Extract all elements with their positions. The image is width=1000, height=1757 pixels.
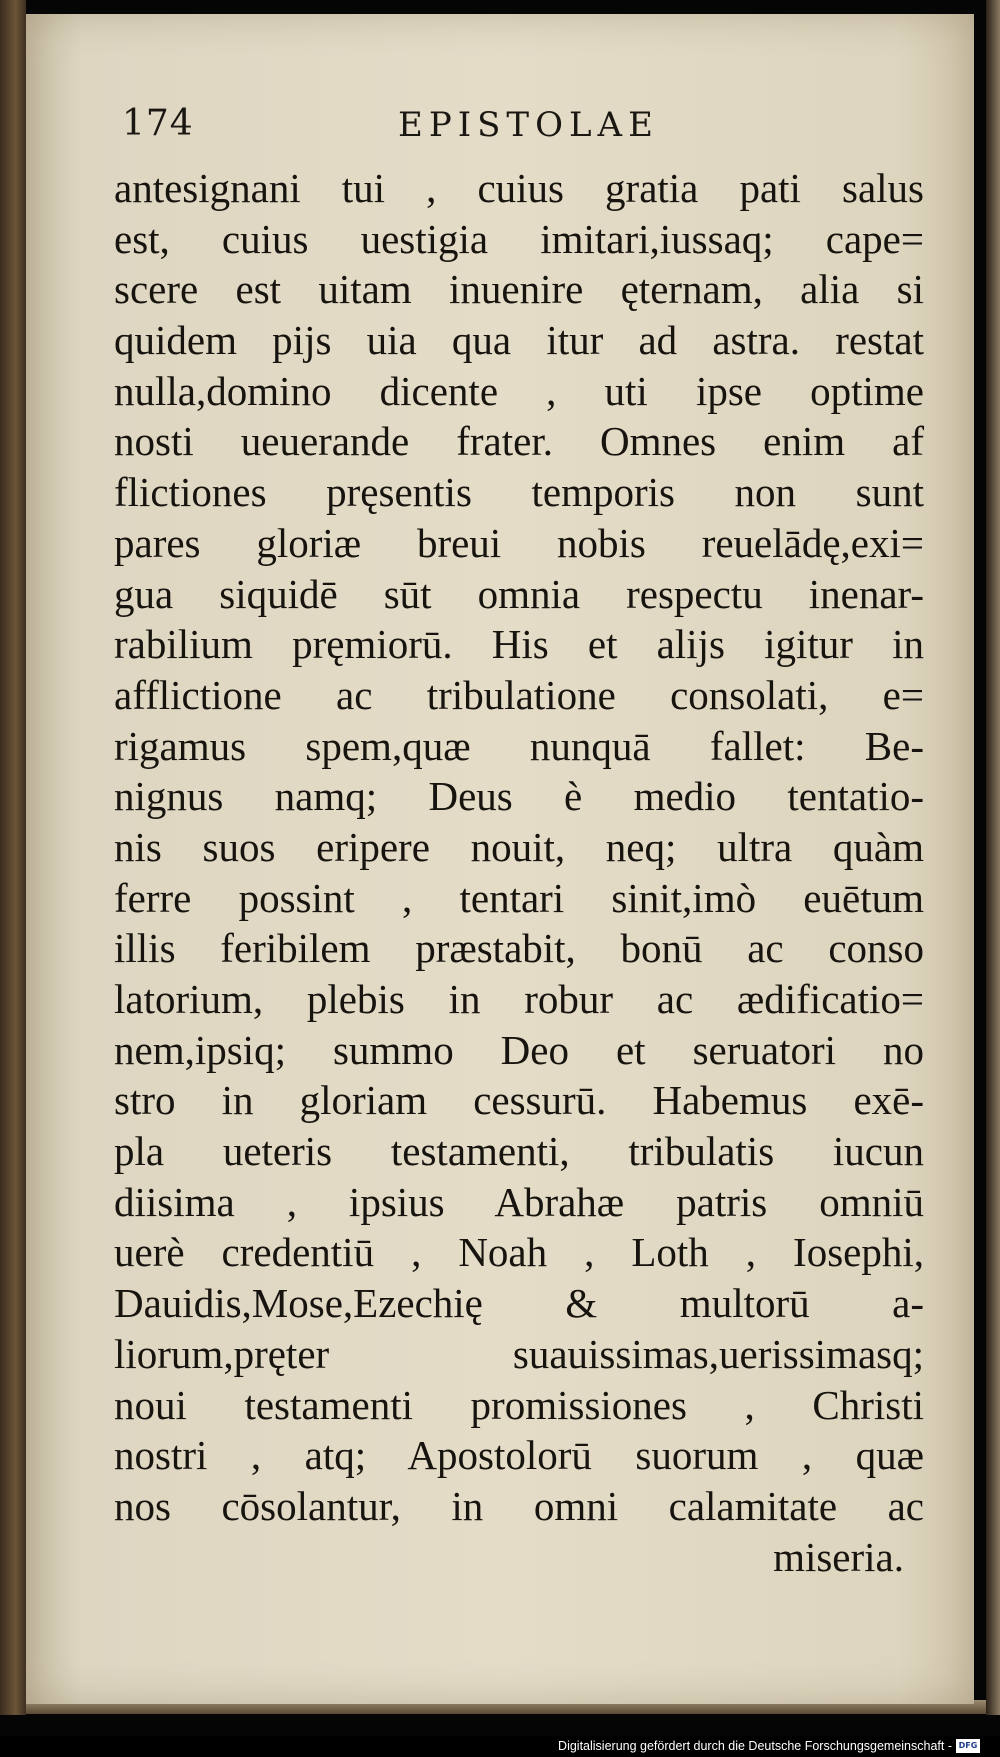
text-line: stro in gloriam cessurū. Habemus exē- <box>114 1077 924 1124</box>
text-line: illis feribilem præstabit, bonū ac conso <box>114 925 924 972</box>
text-line: est, cuius uestigia imitari,iussaq; cape= <box>114 215 924 262</box>
text-line: latorium, plebis in robur ac ædificatio= <box>114 976 924 1022</box>
text-line: noui testamenti promissiones , Christi <box>114 1381 924 1428</box>
page-header <box>122 103 912 163</box>
text-line: uerè credentiū , Noah , Loth , Iosephi, <box>114 1229 924 1276</box>
text-line: scere est uitam inuenire ęternam, alia si <box>114 266 924 313</box>
text-line: afflictione ac tribulatione consolati, e= <box>114 671 924 718</box>
text-line: nulla,domino dicente , uti ipse optime <box>114 367 924 414</box>
running-head: EPISTOLAE <box>398 105 659 145</box>
text-line: nignus namq; Deus è medio tentatio- <box>114 773 924 820</box>
text-line: rigamus spem,quæ nunquā fallet: Be- <box>114 722 924 769</box>
text-line: nem,ipsiq; summo Deo et seruatori no <box>114 1026 924 1073</box>
text-line: ferre possint , tentari sinit,imò euētum <box>114 874 924 921</box>
text-line: gua siquidē sūt omnia respectu inenar- <box>114 570 924 617</box>
text-line: quidem pijs uia qua itur ad astra. restat <box>114 317 924 364</box>
text-line: nosti ueuerande frater. Omnes enim af <box>114 418 924 465</box>
text-line: nis suos eripere nouit, neq; ultra quàm <box>114 823 924 870</box>
text-line: liorum,pręter suauissimas,uerissimasq; <box>114 1330 924 1377</box>
text-line: pla ueteris testamenti, tribulatis iucun <box>114 1128 924 1175</box>
binding-edge-left <box>0 0 26 1715</box>
page-number: 174 <box>122 103 194 144</box>
text-line: flictiones pręsentis temporis non sunt <box>114 469 924 516</box>
body-text <box>114 163 924 1582</box>
text-line-final: miseria. <box>773 1533 904 1580</box>
text-line: pares gloriæ breui nobis reuelādę,exi= <box>114 519 924 566</box>
funding-credit: Digitalisierung gefördert durch die Deutsche Forschungsgemeinschaft - <box>558 1739 952 1753</box>
text-line: nos cōsolantur, in omni calamitate ac <box>114 1482 924 1529</box>
text-line: Dauidis,Mose,Ezechię & multorū a- <box>114 1280 924 1327</box>
text-line: rabilium pręmiorū. His et alijs igitur in <box>114 621 924 668</box>
text-line: antesignani tui , cuius gratia pati salus <box>114 165 924 211</box>
binding-edge-right <box>986 0 1000 1715</box>
text-line: diisima , ipsius Abrahæ patris omniū <box>114 1178 924 1225</box>
text-line: nostri , atq; Apostolorū suorum , quæ <box>114 1432 924 1479</box>
dfg-logo-icon: DFG <box>956 1739 980 1753</box>
